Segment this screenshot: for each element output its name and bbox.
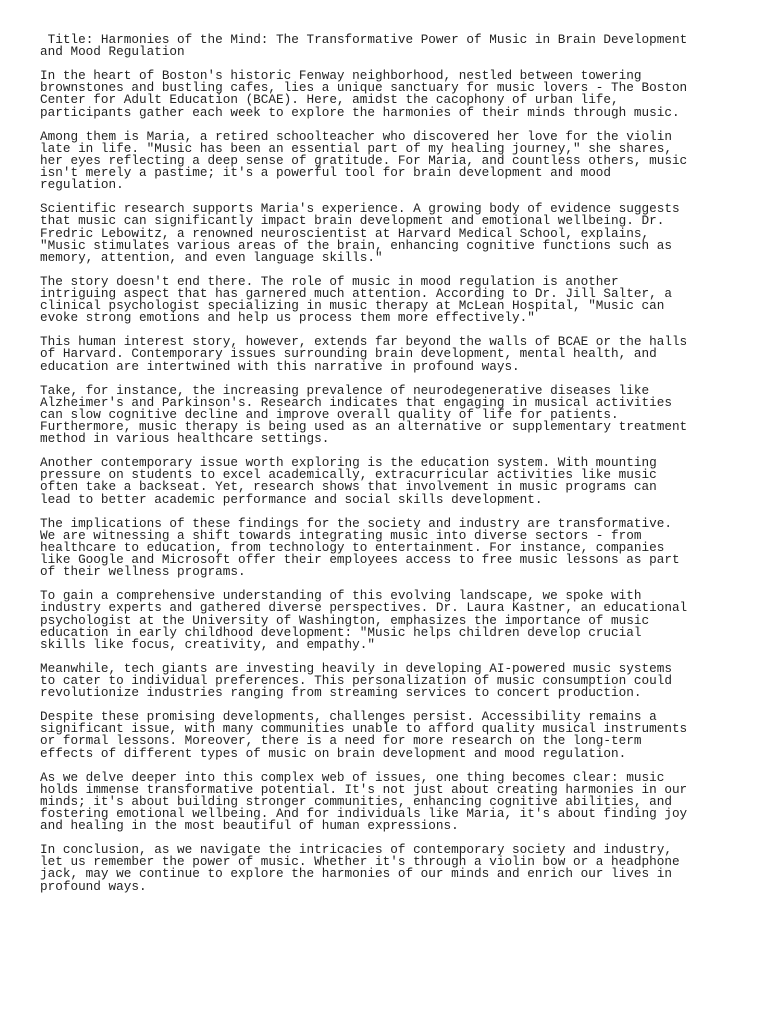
paragraph-3: Scientific research supports Maria's experience. A growing body of evidence suggests that music can significantly impact brain development and emotional wellbeing. Dr. Fredric Lebowitz, a renowned neuroscientist at Harvard Medical School, explains, "Music stimulates various areas of the brain, enhancing cognitive functions such as memory, attention, and even language skills." [40,201,680,265]
paragraph-5: This human interest story, however, extends far beyond the walls of BCAE or the halls of Harvard. Contemporary issues surrounding brain development, mental health, and education are intertwined with this narrative in profound ways. [40,334,688,374]
paragraph-8: The implications of these findings for the society and industry are transformative. We are witnessing a shift towards integrating music into diverse sectors - from healthcare to education, from technology to entertainment. For instance, companies like Google and Microsoft offer their employees access to free music lessons as part of their wellness programs. [40,515,680,580]
paragraph-6: Take, for instance, the increasing prevalence of neurodegenerative diseases like Alzheimer's and Parkinson's. Research indicates that engaging in musical activities can slow cognitive decline and improve overall quality of life for patients. Furthermore, music therapy is being used as an alternative or supplementary treatment method in various healthcare settings. [40,382,688,447]
document-title: Title: Harmonies of the Mind: The Transformative Power of Music in Brain Development and Mood Regulation [40,32,688,60]
paragraph-4: The story doesn't end there. The role of music in mood regulation is another intriguing aspect that has garnered much attention. According to Dr. Jill Salter, a clinical psychologist specializing in music therapy at McLean Hospital, "Music can evoke strong emotions and help us process them more effectively." [40,273,672,326]
document-page [40,34,730,905]
paragraph-11: Despite these promising developments, challenges persist. Accessibility remains a significant issue, with many communities unable to afford quality musical instruments or formal lessons. Moreover, there is a need for more research on the long-term effects of different types of music on brain development and mood regulation. [40,709,688,761]
paragraph-9: To gain a comprehensive understanding of this evolving landscape, we spoke with industry experts and gathered diverse perspectives. Dr. Laura Kastner, an educational psychologist at the University of Washington, emphasizes the importance of music education in early childhood development: "Music helps children develop crucial skills like focus, creativity, and empathy." [40,588,688,652]
paragraph-2: Among them is Maria, a retired schoolteacher who discovered her love for the violin late in life. "Music has been an essential part of my healing journey," she shares, her eyes reflecting a deep sense of gratitude. For Maria, and countless others, music isn't merely a pastime; it's a powerful tool for brain development and mood regulation. [40,128,688,193]
paragraph-7: Another contemporary issue worth exploring is the education system. With mounting pressure on students to excel academically, extracurricular activities like music often take a backseat. Yet, research shows that involvement in music programs can lead to better academic performance and social skills development. [40,455,657,507]
paragraph-13: In conclusion, as we navigate the intricacies of contemporary society and industry, let us remember the power of music. Whether it's through a violin bow or a headphone jack, may we continue to explore the harmonies of our minds and enrich our lives in profound ways. [40,842,680,894]
paragraph-1: In the heart of Boston's historic Fenway neighborhood, nestled between towering brownstones and bustling cafes, lies a unique sanctuary for music lovers - The Boston Center for Adult Education (BCAE). Here, amidst the cacophony of urban life, participants gather each week to explore the harmonies of their minds through music. [40,68,688,120]
paragraph-12: As we delve deeper into this complex web of issues, one thing becomes clear: music holds immense transformative potential. It's not just about creating harmonies in our minds; it's about building stronger communities, enhancing cognitive abilities, and fostering emotional wellbeing. And for individuals like Maria, it's about finding joy and healing in the most beautiful of human expressions. [40,769,688,834]
paragraph-10: Meanwhile, tech giants are investing heavily in developing AI-powered music systems to cater to individual preferences. This personalization of music consumption could revolutionize industries ranging from streaming services to concert production. [40,660,672,701]
